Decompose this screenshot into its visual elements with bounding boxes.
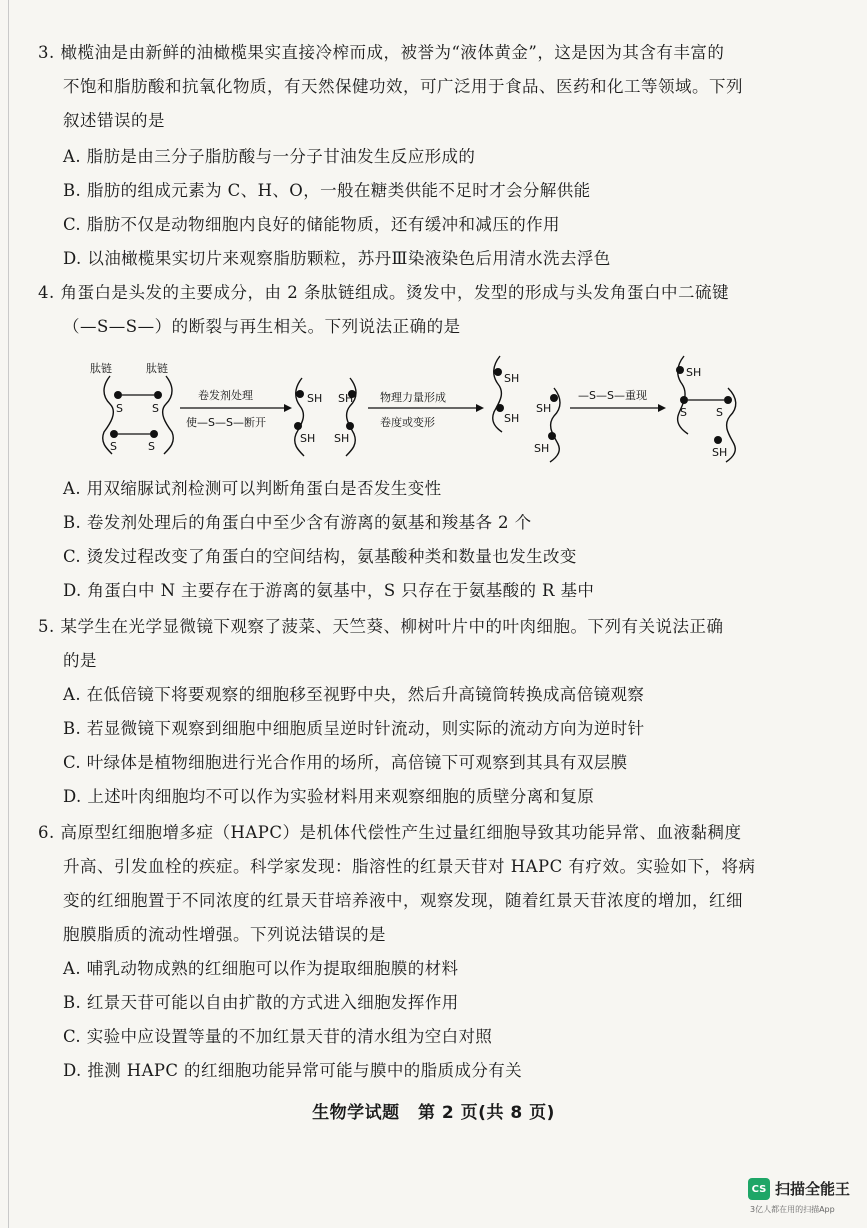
atom-dot	[496, 404, 504, 412]
s-label: S	[152, 402, 159, 415]
option-c: C. 烫发过程改变了角蛋白的空间结构，氨基酸种类和数量也发生改变	[63, 547, 577, 566]
stem-line: 变的红细胞置于不同浓度的红景天苷培养液中，观察发现，随着红景天苷浓度的增加，红细	[63, 891, 743, 910]
stem-line: 的是	[63, 651, 97, 670]
option-a: A. 哺乳动物成熟的红细胞可以作为提取细胞膜的材料	[63, 959, 459, 978]
s-label: S	[116, 402, 123, 415]
atom-dot	[296, 390, 304, 398]
arrow-head	[284, 404, 292, 412]
sh-label: SH	[536, 402, 552, 415]
camscanner-tagline: 3亿人都在用的扫描App	[750, 1205, 835, 1214]
stem-line: 6. 高原型红细胞增多症（HAPC）是机体代偿性产生过量红细胞导致其功能异常、血液黏稠度	[38, 823, 742, 842]
arrow-head	[476, 404, 484, 412]
keratin-disulfide-diagram	[88, 352, 748, 464]
sh-label: SH	[504, 412, 520, 425]
step1-top-label: 卷发剂处理	[198, 389, 253, 402]
option-d: D. 推测 HAPC 的红细胞功能异常可能与膜中的脂质成分有关	[63, 1061, 523, 1080]
option-b: B. 卷发剂处理后的角蛋白中至少含有游离的氨基和羧基各 2 个	[63, 513, 532, 532]
question-4-stem	[38, 276, 773, 344]
atom-dot	[294, 422, 302, 430]
s-label: S	[110, 440, 117, 453]
sh-label: SH	[307, 392, 323, 405]
option-a: A. 用双缩脲试剂检测可以判断角蛋白是否发生变性	[63, 479, 442, 498]
sh-label: SH	[338, 392, 354, 405]
step3-top-label: —S—S—重现	[578, 389, 647, 402]
stem-line: 不饱和脂肪酸和抗氧化物质，有天然保健功效，可广泛用于食品、医药和化工等领域。下列	[63, 77, 743, 96]
camscanner-logo-icon: CS	[748, 1178, 770, 1200]
stem-line: 胞膜脂质的流动性增强。下列说法错误的是	[63, 925, 386, 944]
peptide-chain-left	[493, 356, 502, 432]
sh-label: SH	[334, 432, 350, 445]
footer-page-number: 第 2 页(共 8 页)	[418, 1103, 555, 1123]
option-b: B. 若显微镜下观察到细胞中细胞质呈逆时针流动，则实际的流动方向为逆时针	[63, 719, 645, 738]
chain-label-left: 肽链	[90, 362, 112, 375]
atom-dot	[676, 366, 684, 374]
option-c: C. 实验中应设置等量的不加红景天苷的清水组为空白对照	[63, 1027, 493, 1046]
binding-margin-line	[8, 0, 9, 1228]
option-d: D. 角蛋白中 N 主要存在于游离的氨基中，S 只存在于氨基酸的 R 基中	[63, 581, 595, 600]
atom-dot	[724, 396, 732, 404]
sh-label: SH	[712, 446, 728, 459]
stem-line: 升高、引发血栓的疾症。科学家发现：脂溶性的红景天苷对 HAPC 有疗效。实验如下，将病	[63, 857, 756, 876]
s-label: S	[680, 406, 687, 419]
page-footer	[0, 1098, 867, 1123]
question-3-options	[63, 140, 783, 276]
atom-dot	[346, 422, 354, 430]
question-6-stem	[38, 816, 773, 952]
sh-label: SH	[300, 432, 316, 445]
option-c: C. 叶绿体是植物细胞进行光合作用的场所，高倍镜下可观察到其具有双层膜	[63, 753, 628, 772]
step2-top-label: 物理力量形成	[380, 391, 446, 404]
atom-dot	[114, 391, 122, 399]
stem-line: 3. 橄榄油是由新鲜的油橄榄果实直接冷榨而成，被誉为“液体黄金”，这是因为其含有丰富的	[38, 43, 725, 62]
step2-bottom-label: 卷度或变形	[380, 416, 435, 429]
footer-subject: 生物学试题	[312, 1103, 400, 1123]
stem-line: 叙述错误的是	[63, 111, 165, 130]
option-a: A. 在低倍镜下将要观察的细胞移至视野中央，然后升高镜筒转换成高倍镜观察	[63, 685, 645, 704]
sh-label: SH	[504, 372, 520, 385]
atom-dot	[494, 368, 502, 376]
option-d: D. 以油橄榄果实切片来观察脂肪颗粒，苏丹Ⅲ染液染色后用清水洗去浮色	[63, 249, 611, 268]
atom-dot	[110, 430, 118, 438]
atom-dot	[680, 396, 688, 404]
atom-dot	[154, 391, 162, 399]
stem-line: （—S—S—）的断裂与再生相关。下列说法正确的是	[63, 317, 461, 336]
question-5-options	[63, 678, 783, 814]
sh-label: SH	[686, 366, 702, 379]
option-a: A. 脂肪是由三分子脂肪酸与一分子甘油发生反应形成的	[63, 147, 476, 166]
chain-label-right: 肽链	[146, 362, 168, 375]
stem-line: 4. 角蛋白是头发的主要成分，由 2 条肽链组成。烫发中，发型的形成与头发角蛋白中二硫键	[38, 283, 729, 302]
question-6-options	[63, 952, 783, 1088]
option-b: B. 红景天苷可能以自由扩散的方式进入细胞发挥作用	[63, 993, 459, 1012]
sh-label: SH	[534, 442, 550, 455]
question-3-stem	[38, 36, 773, 138]
atom-dot	[548, 432, 556, 440]
arrow-head	[658, 404, 666, 412]
atom-dot	[550, 394, 558, 402]
peptide-chain-right	[163, 376, 174, 454]
stem-line: 5. 某学生在光学显微镜下观察了菠菜、天竺葵、柳树叶片中的叶肉细胞。下列有关说法正确	[38, 617, 724, 636]
step1-bottom-label: 使—S—S—断开	[186, 416, 266, 429]
atom-dot	[714, 436, 722, 444]
question-4-options	[63, 472, 783, 608]
option-d: D. 上述叶肉细胞均不可以作为实验材料用来观察细胞的质壁分离和复原	[63, 787, 595, 806]
atom-dot	[150, 430, 158, 438]
s-label: S	[148, 440, 155, 453]
option-c: C. 脂肪不仅是动物细胞内良好的储能物质，还有缓冲和减压的作用	[63, 215, 560, 234]
question-5-stem	[38, 610, 773, 678]
option-b: B. 脂肪的组成元素为 C、H、O，一般在糖类供能不足时才会分解供能	[63, 181, 591, 200]
camscanner-name: 扫描全能王	[775, 1180, 851, 1198]
s-label: S	[716, 406, 723, 419]
